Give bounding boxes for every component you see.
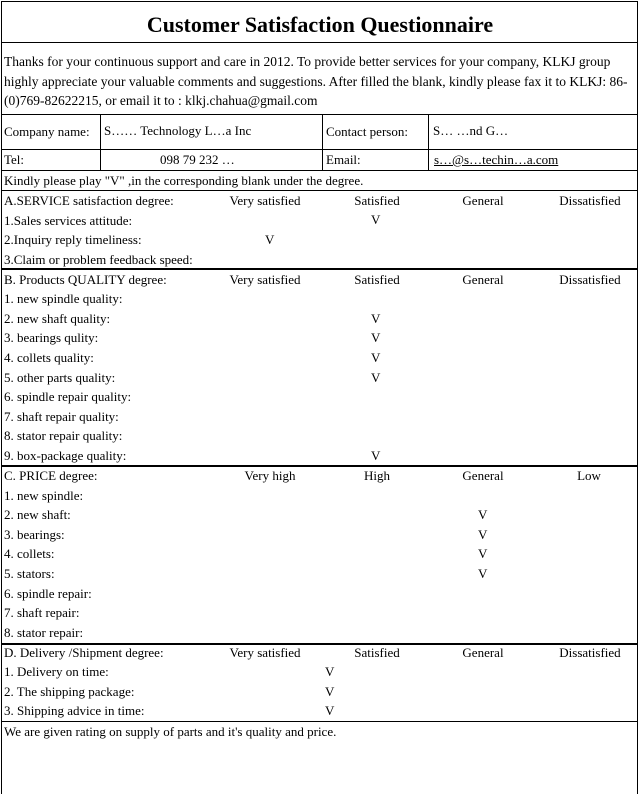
section-c-item-4: 4. collets: (4, 546, 55, 561)
divider (100, 114, 101, 170)
divider (1, 190, 638, 191)
section-b-col-3: General (462, 272, 504, 287)
divider (1, 170, 638, 171)
comment-text[interactable]: We are given rating on supply of parts and it's quality and price. (4, 724, 337, 739)
section-c-item-8: 8. stator repair: (4, 625, 84, 640)
section-b-mark-5[interactable]: V (371, 370, 381, 385)
section-c-mark-2[interactable]: V (478, 507, 488, 522)
section-c-item-5: 5. stators: (4, 566, 55, 581)
section-a-col-3: General (462, 193, 504, 208)
section-d-col-3: General (462, 645, 504, 660)
section-c-item-6: 6. spindle repair: (4, 586, 92, 601)
divider (428, 114, 429, 170)
section-d-mark-1[interactable]: V (325, 664, 335, 679)
section-b-item-4: 4. collets quality: (4, 350, 94, 365)
email-value[interactable]: s…@s…techin…a.com (434, 152, 559, 167)
section-d-col-4: Dissatisfied (559, 645, 621, 660)
section-c-mark-3[interactable]: V (478, 527, 488, 542)
section-c-mark-4[interactable]: V (478, 546, 488, 561)
intro-paragraph: Thanks for your continuous support and care in 2012. To provide better services for your company, KLKJ group highly appreciate your valuable comments and suggestions. After filled the blank, kindly please fax it to KLKJ: 86-(0)769-82622215, or email it to : klkj.chahua@gmail.com (4, 54, 628, 108)
section-c-col-3: General (462, 468, 504, 483)
section-a-heading: A.SERVICE satisfaction degree: (4, 193, 174, 208)
divider (1, 149, 638, 150)
section-b-col-2: Satisfied (354, 272, 400, 287)
divider (1, 721, 638, 722)
section-a-item-3: 3.Claim or problem feedback speed: (4, 252, 193, 267)
section-d-item-3: 3. Shipping advice in time: (4, 703, 145, 718)
section-c-col-1: Very high (244, 468, 296, 483)
section-b-item-5: 5. other parts quality: (4, 370, 116, 385)
section-c-mark-5[interactable]: V (478, 566, 488, 581)
divider (1, 114, 638, 115)
section-b-item-9: 9. box-package quality: (4, 448, 127, 463)
section-d-item-2: 2. The shipping package: (4, 684, 135, 699)
section-c-heading: C. PRICE degree: (4, 468, 98, 483)
section-c-item-2: 2. new shaft: (4, 507, 71, 522)
section-c-item-1: 1. new spindle: (4, 488, 84, 503)
section-b-col-1: Very satisfied (229, 272, 301, 287)
section-b-mark-3[interactable]: V (371, 330, 381, 345)
email-label: Email: (326, 152, 361, 167)
tel-label: Tel: (4, 152, 25, 167)
section-a-item-2: 2.Inquiry reply timeliness: (4, 232, 142, 247)
section-b-item-7: 7. shaft repair quality: (4, 409, 119, 424)
section-a-col-1: Very satisfied (229, 193, 301, 208)
section-c-col-4: Low (577, 468, 601, 483)
company-name-value[interactable]: S…… Technology L…a Inc (104, 123, 252, 138)
tel-value[interactable]: 098 79 232 … (160, 152, 235, 167)
section-b-item-6: 6. spindle repair quality: (4, 389, 132, 404)
contact-person-label: Contact person: (326, 124, 408, 139)
instruction-text: Kindly please play "V" ,in the corresponding blank under the degree. (4, 173, 364, 188)
divider (1, 465, 638, 467)
section-c-item-3: 3. bearings: (4, 527, 65, 542)
section-d-mark-3[interactable]: V (325, 703, 335, 718)
page-title: Customer Satisfaction Questionnaire (146, 12, 494, 37)
section-b-item-2: 2. new shaft quality: (4, 311, 111, 326)
section-a-col-2: Satisfied (354, 193, 400, 208)
section-b-mark-4[interactable]: V (371, 350, 381, 365)
section-d-col-2: Satisfied (354, 645, 400, 660)
section-d-item-1: 1. Delivery on time: (4, 664, 109, 679)
divider (322, 114, 323, 170)
section-b-heading: B. Products QUALITY degree: (4, 272, 167, 287)
section-d-col-1: Very satisfied (229, 645, 301, 660)
section-b-item-1: 1. new spindle quality: (4, 291, 123, 306)
section-a-col-4: Dissatisfied (559, 193, 621, 208)
section-b-col-4: Dissatisfied (559, 272, 621, 287)
section-b-item-8: 8. stator repair quality: (4, 428, 123, 443)
contact-person-value[interactable]: S… …nd G… (433, 123, 509, 138)
company-name-label: Company name: (4, 124, 90, 139)
section-b-item-3: 3. bearings qulity: (4, 330, 99, 345)
section-b-mark-9[interactable]: V (371, 448, 381, 463)
section-a-mark-1[interactable]: V (371, 212, 381, 227)
section-d-heading: D. Delivery /Shipment degree: (4, 645, 164, 660)
section-c-item-7: 7. shaft repair: (4, 605, 80, 620)
section-a-item-1: 1.Sales services attitude: (4, 213, 133, 228)
section-b-mark-2[interactable]: V (371, 311, 381, 326)
divider (1, 268, 638, 270)
section-d-mark-2[interactable]: V (325, 684, 335, 699)
section-a-mark-2[interactable]: V (265, 232, 275, 247)
section-c-col-2: High (364, 468, 390, 483)
divider (1, 42, 638, 43)
